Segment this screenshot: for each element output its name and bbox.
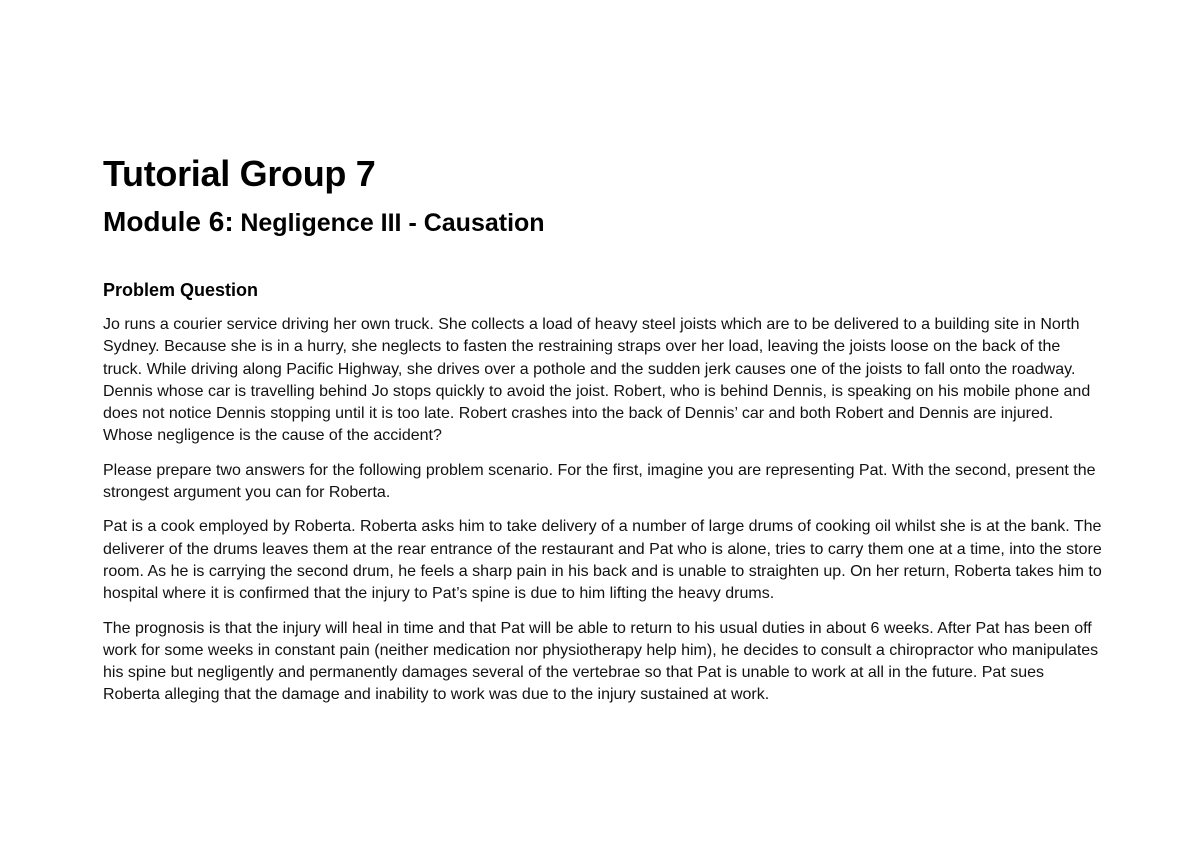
paragraph-pat-scenario: Pat is a cook employed by Roberta. Roberta asks him to take delivery of a number of large drums of cooking oil whilst she is at the bank. The deliverer of the drums leaves them at the rear entrance of the restaurant and Pat who is alone, tries to carry them one at a time, into the store room. As he is carrying the second drum, he feels a sharp pain in his back and is unable to straighten up. On her return, Roberta takes him to hospital where it is confirmed that the injury to Pat’s spine is due to him lifting the heavy drums. bbox=[103, 518, 1102, 603]
page-title: Tutorial Group 7 bbox=[103, 153, 376, 194]
module-heading bbox=[103, 202, 1103, 244]
module-number: Module 6: bbox=[103, 206, 234, 237]
module-subtitle: Negligence III - Causation bbox=[240, 209, 545, 237]
paragraph-prognosis: The prognosis is that the injury will heal in time and that Pat will be able to return to his usual duties in about 6 weeks. After Pat has been off work for some weeks in constant pain (neither medication nor physiotherapy help him), he decides to consult a chiropractor who manipulates his spine but negligently and permanently damages several of the vertebrae so that Pat is unable to work at all in the future. Pat sues Roberta alleging that the damage and inability to work was due to the injury sustained at work. bbox=[103, 619, 1099, 704]
section-heading: Problem Question bbox=[103, 280, 259, 300]
paragraph-instructions: Please prepare two answers for the following problem scenario. For the first, imagine you are representing Pat. With the second, present the strongest argument you can for Roberta. bbox=[103, 461, 1096, 502]
document-page bbox=[103, 150, 1103, 707]
paragraph-jo-scenario: Jo runs a courier service driving her own truck. She collects a load of heavy steel joists which are to be delivered to a building site in North Sydney. Because she is in a hurry, she neglects to fasten the restraining straps over her load, leaving the joists loose on the back of the truck. While driving along Pacific Highway, she drives over a pothole and the sudden jerk causes one of the joists to fall onto the roadway. Dennis whose car is travelling behind Jo stops quickly to avoid the joist. Robert, who is behind Dennis, is speaking on his mobile phone and does not notice Dennis stopping until it is too late. Robert crashes into the back of Dennis’ car and both Robert and Dennis are injured. Whose negligence is the cause of the accident? bbox=[103, 316, 1091, 445]
